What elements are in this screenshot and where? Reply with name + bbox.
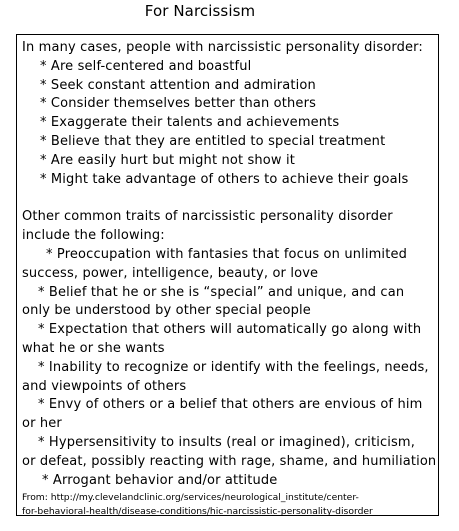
source-citation-line: From: http://my.clevelandclinic.org/services/neurological_institute/center- bbox=[22, 492, 359, 504]
list-item: * Might take advantage of others to achieve their goals bbox=[40, 171, 409, 187]
list-item: * Are self-centered and boastful bbox=[40, 58, 252, 74]
trait-item-line: * Hypersensitivity to insults (real or imagined), criticism, bbox=[38, 434, 416, 450]
trait-item-line: or her bbox=[22, 416, 62, 432]
trait-item-line: * Belief that he or she is “special” and unique, and can bbox=[38, 284, 405, 300]
list-item: * Are easily hurt but might not show it bbox=[40, 152, 295, 168]
trait-item-line: * Inability to recognize or identify with the feelings, needs, bbox=[38, 359, 429, 375]
list-item: * Seek constant attention and admiration bbox=[40, 77, 316, 93]
trait-item-line: or defeat, possibly reacting with rage, shame, and humiliation bbox=[22, 453, 437, 469]
content-box bbox=[16, 34, 439, 516]
section1-intro: In many cases, people with narcissistic personality disorder: bbox=[22, 40, 423, 55]
trait-item-line: and viewpoints of others bbox=[22, 378, 187, 394]
spacer bbox=[22, 189, 434, 208]
page-title: For Narcissism bbox=[144, 2, 256, 20]
trait-item-line: only be understood by other special people bbox=[22, 303, 311, 319]
list-item: * Consider themselves better than others bbox=[40, 96, 316, 112]
trait-item-line: what he or she wants bbox=[22, 340, 165, 356]
list-item: * Exaggerate their talents and achievements bbox=[40, 115, 340, 131]
section2-intro-line: include the following: bbox=[22, 228, 165, 244]
trait-item-line: * Expectation that others will automatically go along with bbox=[38, 322, 422, 338]
trait-item-line: * Preoccupation with fantasies that focus on unlimited bbox=[46, 246, 407, 262]
trait-item-line: * Arrogant behavior and/or attitude bbox=[42, 472, 278, 488]
list-item: * Believe that they are entitled to special treatment bbox=[40, 133, 386, 149]
section2-intro-line: Other common traits of narcissistic personality disorder bbox=[22, 209, 393, 225]
source-citation-line: for-behavioral-health/disease-conditions/hic-narcissistic-personality-disorder bbox=[22, 506, 373, 518]
trait-item-line: * Envy of others or a belief that others are envious of him bbox=[38, 397, 423, 413]
trait-item-line: success, power, intelligence, beauty, or love bbox=[22, 265, 319, 281]
